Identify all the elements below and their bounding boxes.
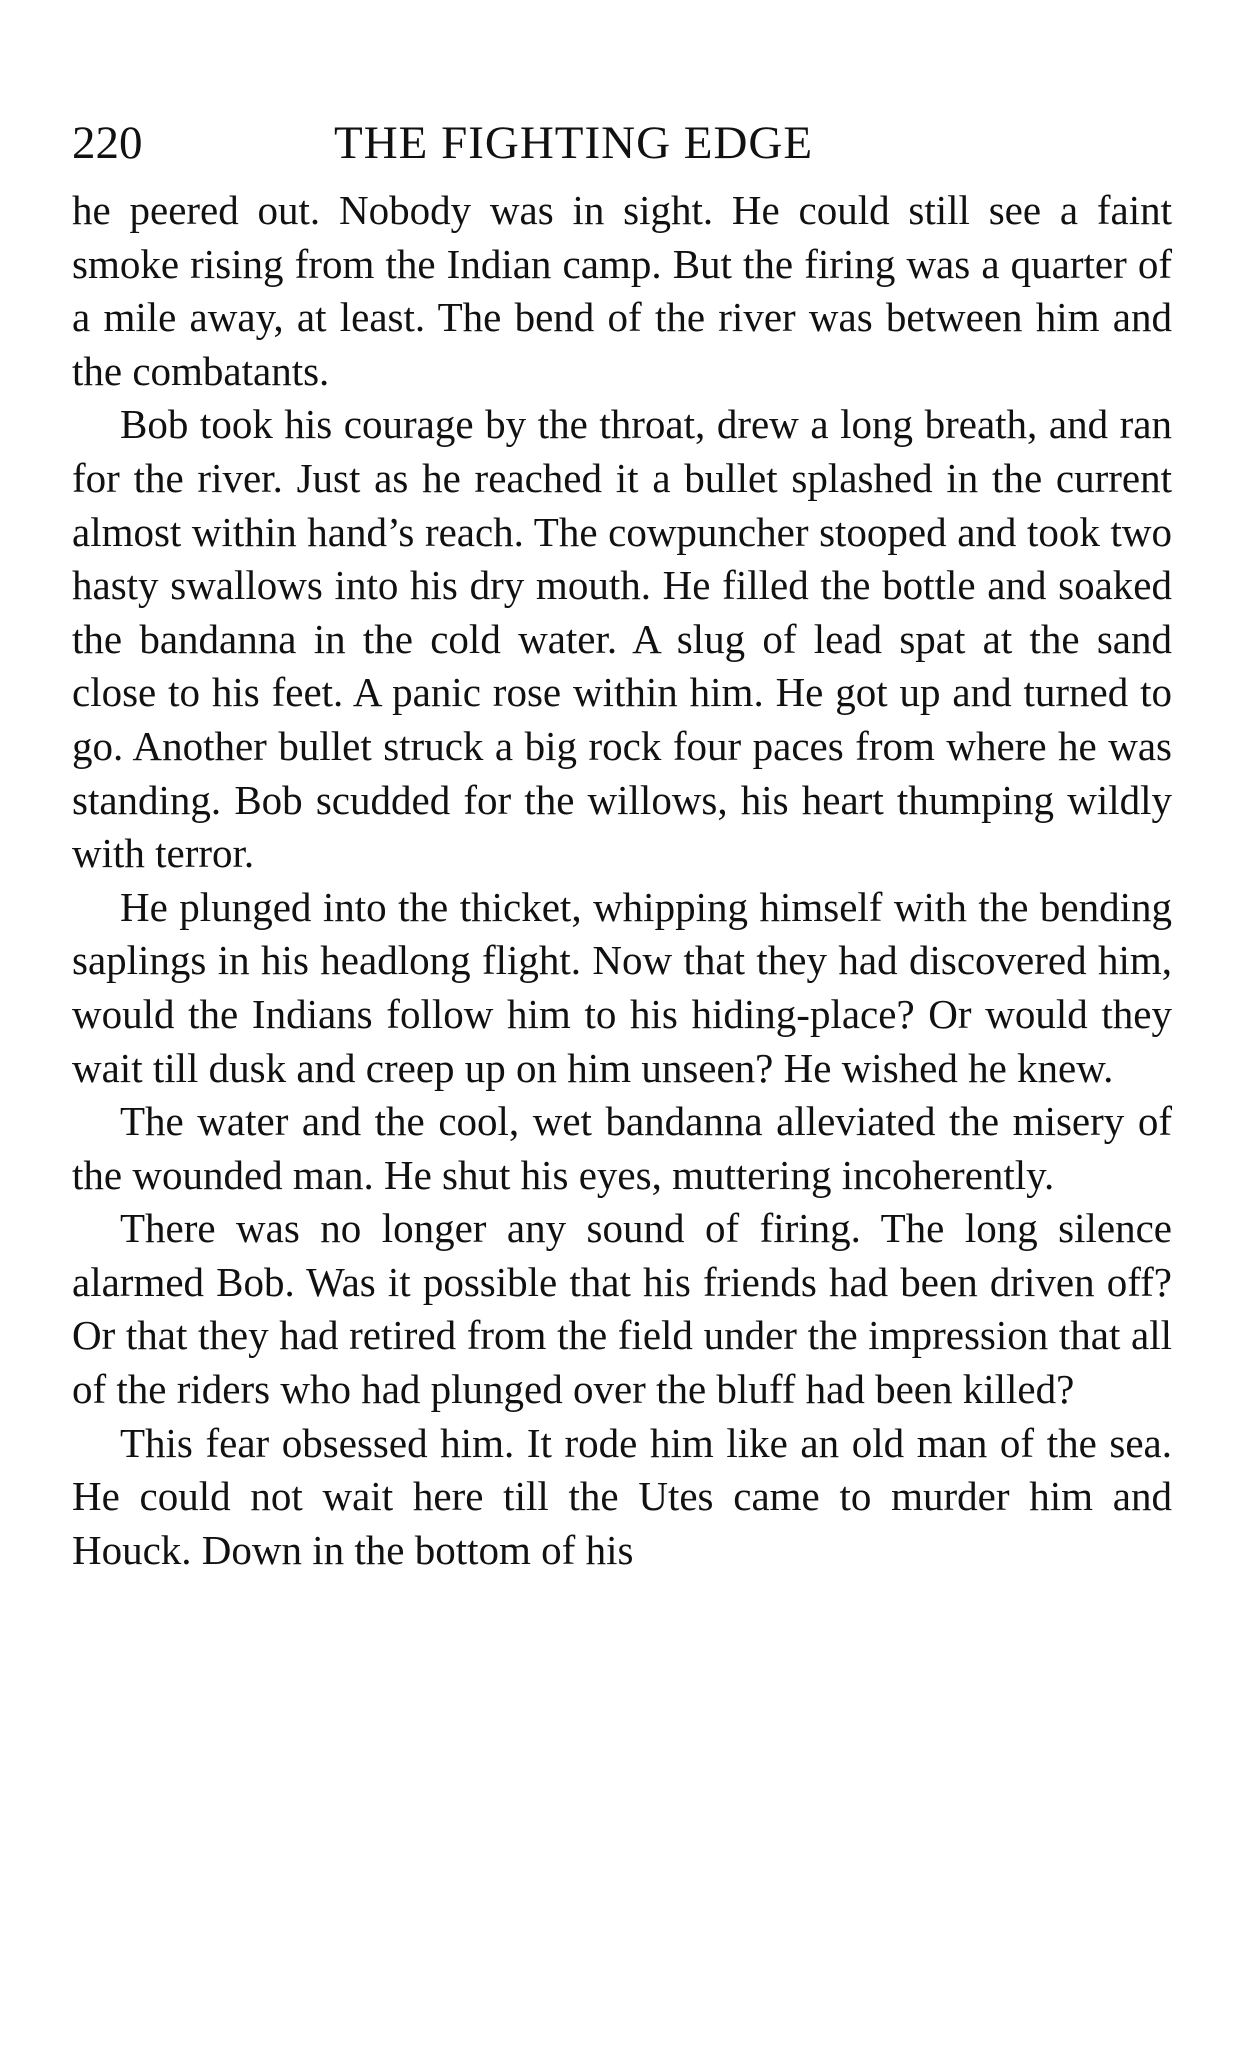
book-page (72, 108, 1172, 1577)
paragraph: Bob took his courage by the throat, drew a long breath, and ran for the river. Just as he reached it a bullet splashed in the current almost within hand’s reach. The cowpuncher stooped and took two hasty swallows into his dry mouth. He filled the bottle and soaked the bandanna in the cold water. A slug of lead spat at the sand close to his feet. A panic rose within him. He got up and turned to go. Another bullet struck a big rock four paces from where he was standing. Bob scudded for the willows, his heart thumping wildly with terror. (72, 401, 1172, 877)
running-title: THE FIGHTING EDGE (334, 117, 814, 169)
paragraph: The water and the cool, wet bandanna alleviated the misery of the wounded man. He shut his eyes, muttering incoherently. (72, 1098, 1172, 1198)
paragraph: This fear obsessed him. It rode him like an old man of the sea. He could not wait here till the Utes came to murder him and Houck. Down in the bottom of his (72, 1419, 1172, 1573)
paragraph: he peered out. Nobody was in sight. He could still see a faint smoke rising from the Indian camp. But the firing was a quarter of a mile away, at least. The bend of the river was between him and the combatants. (72, 187, 1172, 394)
paragraph: There was no longer any sound of firing. The long silence alarmed Bob. Was it possible that his friends had been driven off? Or that they had retired from the field under the impression that all of the riders who had plunged over the bluff had been killed? (72, 1205, 1172, 1413)
running-head (72, 108, 1172, 178)
body-text (72, 184, 1172, 1577)
page-number: 220 (72, 117, 143, 169)
paragraph: He plunged into the thicket, whipping himself with the bending saplings in his headlong flight. Now that they had discovered him, would the Indians follow him to his hiding-place? Or would they wait till dusk and creep up on him unseen? He wished he knew. (72, 883, 1172, 1091)
